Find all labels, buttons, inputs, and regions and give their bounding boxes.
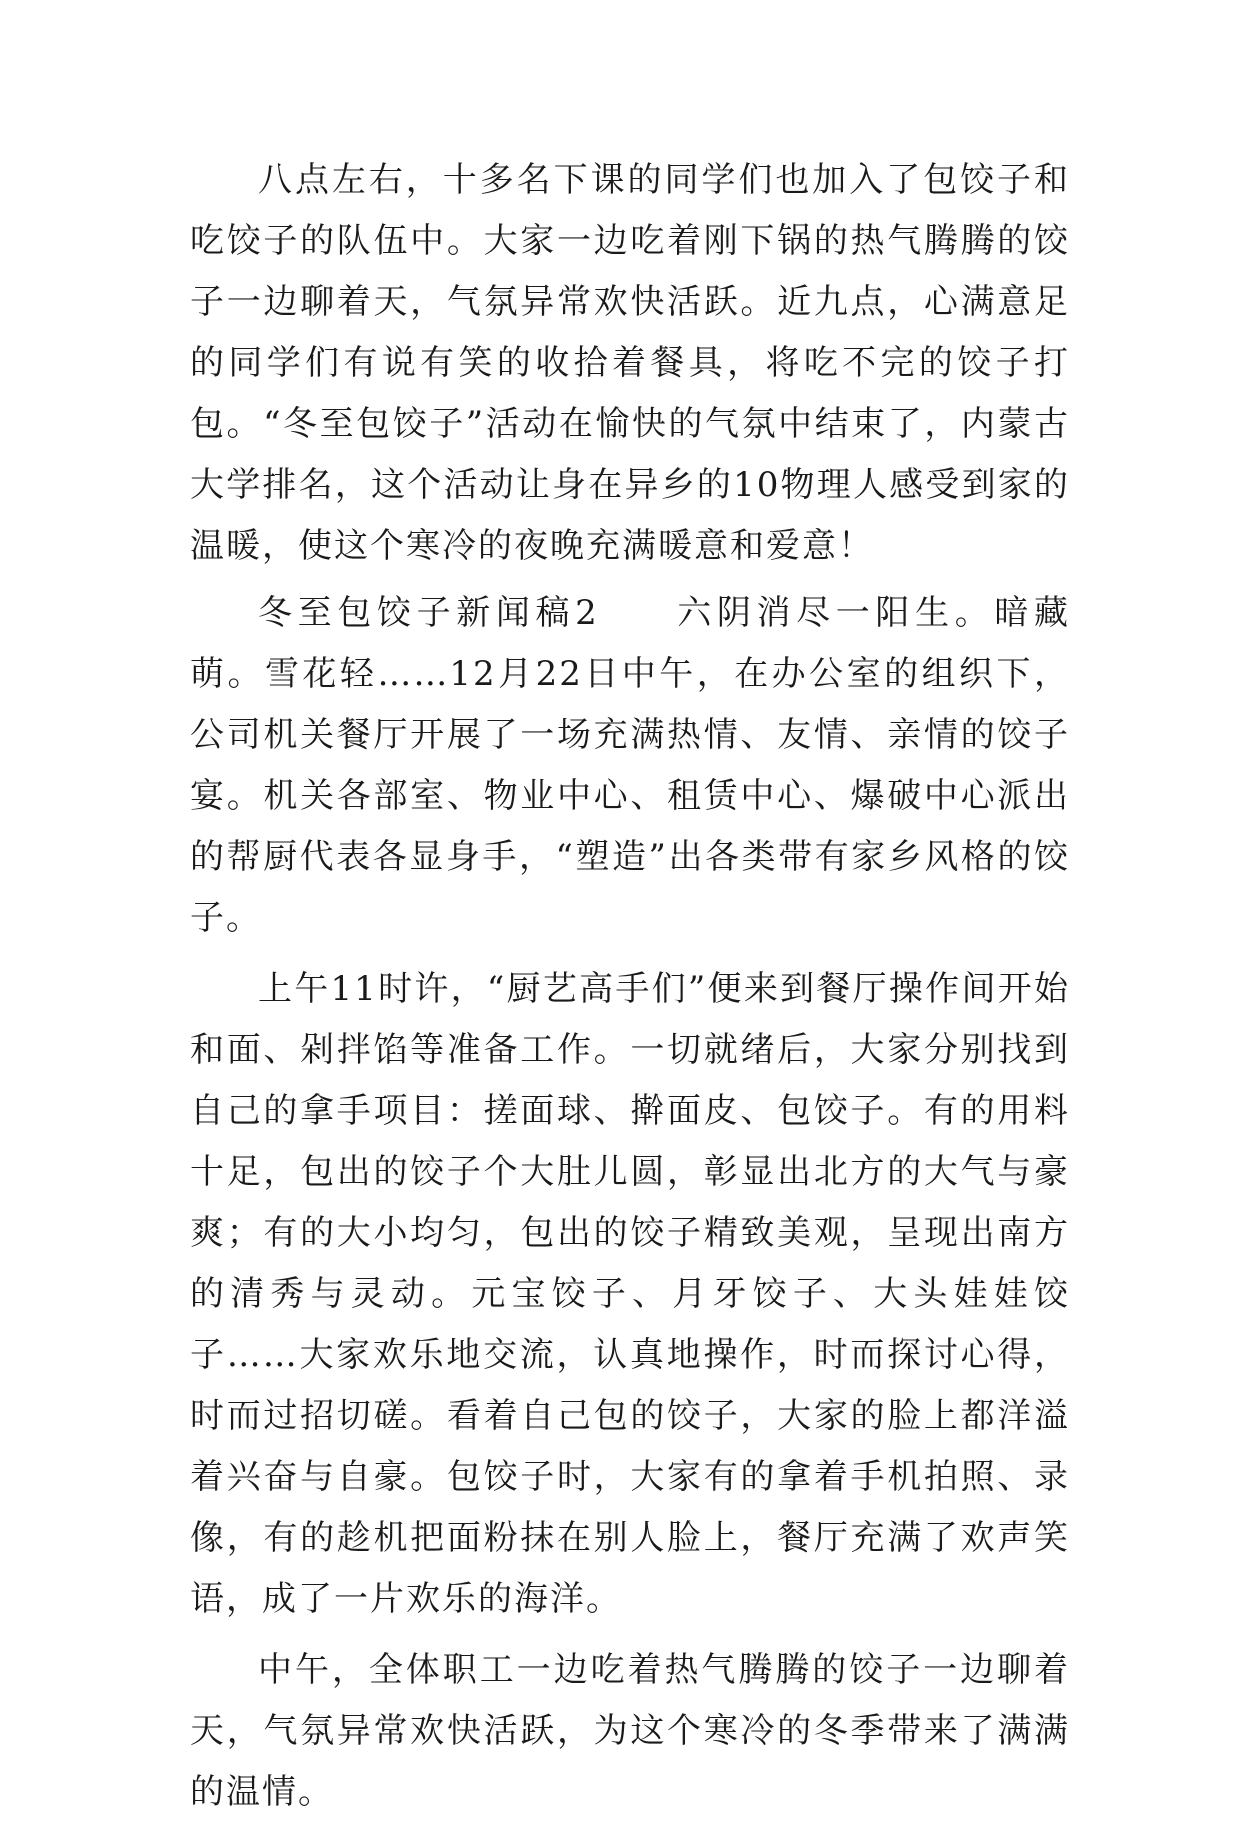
paragraph-4: 中午，全体职工一边吃着热气腾腾的饺子一边聊着天，气氛异常欢快活跃，为这个寒冷的冬季带来了满满的温情。 (190, 1650, 1070, 1812)
paragraph-3: 上午11时许，“厨艺高手们”便来到餐厅操作间开始和面、剁拌馅等准备工作。一切就绪后，大家分别找到自己的拿手项目：搓面球、擀面皮、包饺子。有的用料十足，包出的饺子个大肚儿圆，彰显出北方的大气与豪爽；有的大小均匀，包出的饺子精致美观，呈现出南方的清秀与灵动。元宝饺子、月牙饺子、大头娃娃饺子……大家欢乐地交流，认真地操作，时而探讨心得，时而过招切磋。看着自己包的饺子，大家的脸上都洋溢着兴奋与自豪。包饺子时，大家有的拿着手机拍照、录像，有的趁机把面粉抹在别人脸上，餐厅充满了欢声笑语，成了一片欢乐的海洋。 (190, 969, 1070, 1619)
paragraph-2 (190, 583, 1070, 949)
paragraph-2-body: 六阴消尽一阳生。暗藏萌。雪花轻……12月22日中午，在办公室的组织下，公司机关餐厅开展了一场充满热情、友情、亲情的饺子宴。机关各部室、物业中心、租赁中心、爆破中心派出的帮厨代表各显身手，“塑造”出各类带有家乡风格的饺子。 (190, 593, 1071, 938)
paragraph-1: 八点左右，十多名下课的同学们也加入了包饺子和吃饺子的队伍中。大家一边吃着刚下锅的热气腾腾的饺子一边聊着天，气氛异常欢快活跃。近九点，心满意足的同学们有说有笑的收拾着餐具，将吃不完的饺子打包。“冬至包饺子”活动在愉快的气氛中结束了，内蒙古大学排名，这个活动让身在异乡的10物理人感受到家的温暖，使这个寒冷的夜晚充满暖意和爱意！ (190, 160, 1070, 566)
document-body (190, 150, 1070, 1823)
article-heading: 冬至包饺子新闻稿2 (258, 593, 599, 633)
